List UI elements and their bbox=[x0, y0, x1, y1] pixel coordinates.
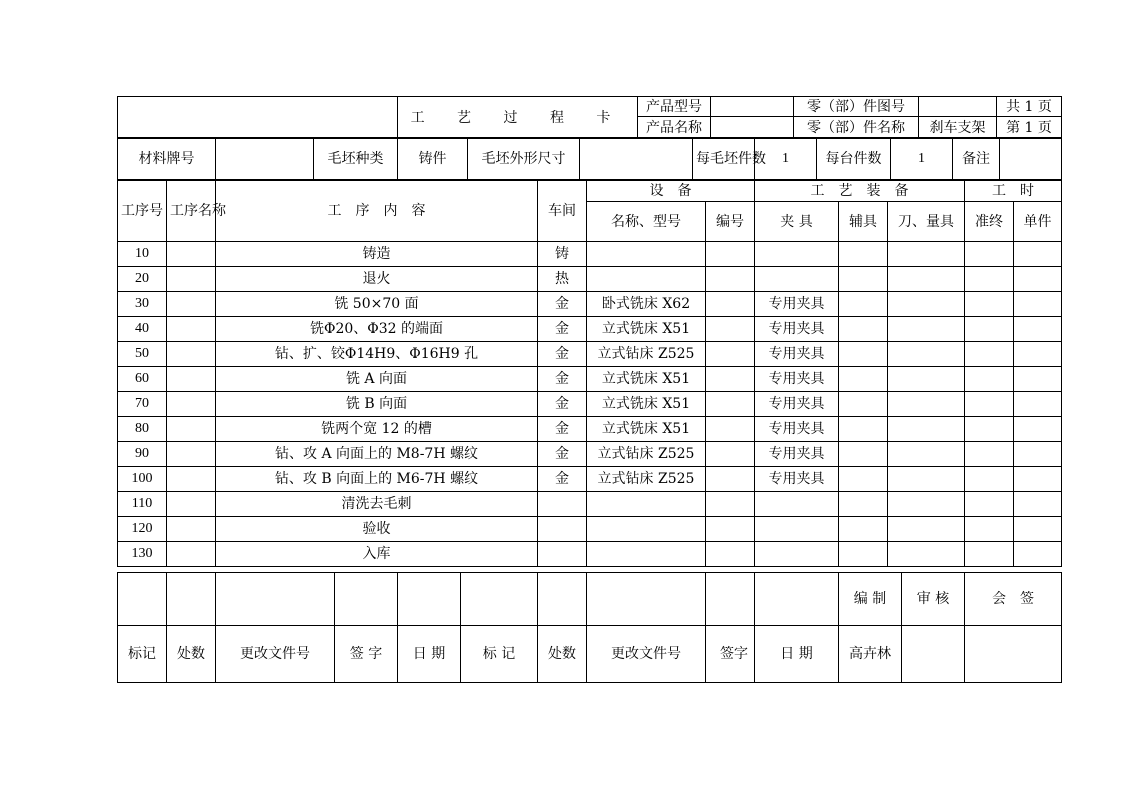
op-equip-no-cell bbox=[706, 392, 755, 417]
op-unit-time-cell bbox=[1014, 542, 1062, 567]
op-equipment-cell: 立式铣床 X51 bbox=[587, 367, 706, 392]
op-fixture-cell: 专用夹具 bbox=[755, 367, 839, 392]
col-tooling: 工 艺 装 备 bbox=[755, 180, 965, 202]
op-unit-time-cell bbox=[1014, 392, 1062, 417]
op-fixture-cell: 专用夹具 bbox=[755, 442, 839, 467]
op-content-cell: 铣 50×70 面 bbox=[216, 292, 538, 317]
product-name-label: 产品名称 bbox=[638, 117, 711, 139]
op-no-cell: 20 bbox=[118, 267, 167, 292]
op-setup-time-cell bbox=[965, 392, 1014, 417]
op-setup-time-cell bbox=[965, 317, 1014, 342]
sign2-label: 签字 bbox=[706, 626, 755, 683]
op-equipment-cell: 立式铣床 X51 bbox=[587, 392, 706, 417]
op-workshop-cell: 金 bbox=[538, 317, 587, 342]
op-setup-time-cell bbox=[965, 242, 1014, 267]
op-name-cell bbox=[167, 467, 216, 492]
op-aux-tool-cell bbox=[839, 342, 888, 367]
countersign-name bbox=[965, 626, 1062, 683]
date2-label: 日 期 bbox=[755, 626, 839, 683]
col-unit-time: 单件 bbox=[1014, 202, 1062, 242]
op-content-cell: 验收 bbox=[216, 517, 538, 542]
parts-per-blank-label: 每毛坯件数 bbox=[693, 138, 755, 181]
col-equip-no: 编号 bbox=[706, 202, 755, 242]
op-cutter-cell bbox=[888, 467, 965, 492]
countersign-label: 会 签 bbox=[965, 573, 1062, 626]
op-aux-tool-cell bbox=[839, 467, 888, 492]
op-unit-time-cell bbox=[1014, 517, 1062, 542]
op-equipment-cell bbox=[587, 242, 706, 267]
op-equipment-cell: 立式铣床 X51 bbox=[587, 417, 706, 442]
blank-size-value bbox=[580, 138, 693, 181]
op-equipment-cell: 立式铣床 X51 bbox=[587, 317, 706, 342]
operation-row bbox=[118, 492, 1062, 517]
op-content-cell: 退火 bbox=[216, 267, 538, 292]
op-equip-no-cell bbox=[706, 492, 755, 517]
op-workshop-cell bbox=[538, 542, 587, 567]
col-aux-tool: 辅具 bbox=[839, 202, 888, 242]
operation-row bbox=[118, 392, 1062, 417]
operation-row bbox=[118, 542, 1062, 567]
operation-row bbox=[118, 317, 1062, 342]
parts-per-unit-label: 每台件数 bbox=[817, 138, 891, 181]
op-equip-no-cell bbox=[706, 467, 755, 492]
operation-row bbox=[118, 367, 1062, 392]
op-no-cell: 90 bbox=[118, 442, 167, 467]
compiler-name: 高卉林 bbox=[839, 626, 902, 683]
op-cutter-cell bbox=[888, 542, 965, 567]
op-no-cell: 60 bbox=[118, 367, 167, 392]
op-content-cell: 入库 bbox=[216, 542, 538, 567]
op-fixture-cell bbox=[755, 517, 839, 542]
op-equipment-cell: 立式钻床 Z525 bbox=[587, 467, 706, 492]
op-equip-no-cell bbox=[706, 267, 755, 292]
count2-label: 处数 bbox=[538, 626, 587, 683]
op-aux-tool-cell bbox=[839, 317, 888, 342]
operation-row bbox=[118, 267, 1062, 292]
op-setup-time-cell bbox=[965, 542, 1014, 567]
op-aux-tool-cell bbox=[839, 442, 888, 467]
remark-value bbox=[1000, 138, 1062, 181]
op-fixture-cell: 专用夹具 bbox=[755, 317, 839, 342]
col-setup-time: 准终 bbox=[965, 202, 1014, 242]
op-equip-no-cell bbox=[706, 292, 755, 317]
op-aux-tool-cell bbox=[839, 242, 888, 267]
operation-row bbox=[118, 292, 1062, 317]
operation-row bbox=[118, 342, 1062, 367]
review-label: 审 核 bbox=[902, 573, 965, 626]
product-model-value bbox=[711, 97, 794, 117]
op-content-cell: 清洗去毛刺 bbox=[216, 492, 538, 517]
op-name-cell bbox=[167, 492, 216, 517]
op-setup-time-cell bbox=[965, 417, 1014, 442]
op-unit-time-cell bbox=[1014, 442, 1062, 467]
op-workshop-cell: 金 bbox=[538, 417, 587, 442]
op-content-cell: 钻、攻 A 向面上的 M8-7H 螺纹 bbox=[216, 442, 538, 467]
blank-type-value: 铸件 bbox=[398, 138, 468, 181]
op-cutter-cell bbox=[888, 492, 965, 517]
op-no-cell: 100 bbox=[118, 467, 167, 492]
reviewer-name bbox=[902, 626, 965, 683]
op-setup-time-cell bbox=[965, 517, 1014, 542]
card-title: 工 艺 过 程 卡 bbox=[398, 97, 638, 139]
op-setup-time-cell bbox=[965, 442, 1014, 467]
parts-per-unit-value: 1 bbox=[891, 138, 953, 181]
op-workshop-cell: 金 bbox=[538, 367, 587, 392]
change-doc-label: 更改文件号 bbox=[216, 626, 335, 683]
compile-label: 编 制 bbox=[839, 573, 902, 626]
op-equipment-cell bbox=[587, 267, 706, 292]
op-equipment-cell: 立式钻床 Z525 bbox=[587, 442, 706, 467]
op-unit-time-cell bbox=[1014, 267, 1062, 292]
op-name-cell bbox=[167, 342, 216, 367]
operation-row bbox=[118, 417, 1062, 442]
col-op-name: 工序名称 bbox=[167, 180, 216, 242]
op-no-cell: 130 bbox=[118, 542, 167, 567]
op-workshop-cell: 金 bbox=[538, 442, 587, 467]
product-name-value bbox=[711, 117, 794, 139]
op-equip-no-cell bbox=[706, 517, 755, 542]
op-name-cell bbox=[167, 292, 216, 317]
op-no-cell: 10 bbox=[118, 242, 167, 267]
op-aux-tool-cell bbox=[839, 367, 888, 392]
operation-row bbox=[118, 442, 1062, 467]
op-name-cell bbox=[167, 317, 216, 342]
op-workshop-cell bbox=[538, 492, 587, 517]
op-equip-no-cell bbox=[706, 442, 755, 467]
op-unit-time-cell bbox=[1014, 492, 1062, 517]
blank-type-label: 毛坯种类 bbox=[314, 138, 398, 181]
op-name-cell bbox=[167, 367, 216, 392]
op-workshop-cell: 金 bbox=[538, 392, 587, 417]
op-name-cell bbox=[167, 417, 216, 442]
mark-label: 标记 bbox=[118, 626, 167, 683]
op-no-cell: 110 bbox=[118, 492, 167, 517]
op-name-cell bbox=[167, 392, 216, 417]
op-workshop-cell: 金 bbox=[538, 342, 587, 367]
op-no-cell: 70 bbox=[118, 392, 167, 417]
op-setup-time-cell bbox=[965, 292, 1014, 317]
op-equip-no-cell bbox=[706, 317, 755, 342]
op-unit-time-cell bbox=[1014, 342, 1062, 367]
op-cutter-cell bbox=[888, 367, 965, 392]
col-op-no: 工序号 bbox=[118, 180, 167, 242]
op-no-cell: 120 bbox=[118, 517, 167, 542]
op-content-cell: 铣两个宽 12 的槽 bbox=[216, 417, 538, 442]
remark-label: 备注 bbox=[953, 138, 1000, 181]
header-blank bbox=[118, 97, 398, 139]
op-equip-no-cell bbox=[706, 342, 755, 367]
op-equip-no-cell bbox=[706, 417, 755, 442]
op-setup-time-cell bbox=[965, 267, 1014, 292]
op-equipment-cell bbox=[587, 542, 706, 567]
op-fixture-cell: 专用夹具 bbox=[755, 392, 839, 417]
mark2-label: 标 记 bbox=[461, 626, 538, 683]
op-fixture-cell: 专用夹具 bbox=[755, 417, 839, 442]
blank-size-label: 毛坯外形尺寸 bbox=[468, 138, 580, 181]
col-equipment: 设 备 bbox=[587, 180, 755, 202]
op-name-cell bbox=[167, 267, 216, 292]
page-number: 第 1 页 bbox=[997, 117, 1062, 139]
operation-rows bbox=[118, 242, 1062, 567]
op-unit-time-cell bbox=[1014, 317, 1062, 342]
op-equipment-cell bbox=[587, 492, 706, 517]
op-unit-time-cell bbox=[1014, 367, 1062, 392]
op-equipment-cell bbox=[587, 517, 706, 542]
col-cutter-gauge: 刀、量具 bbox=[888, 202, 965, 242]
op-workshop-cell: 铸 bbox=[538, 242, 587, 267]
op-fixture-cell bbox=[755, 542, 839, 567]
op-cutter-cell bbox=[888, 342, 965, 367]
op-workshop-cell: 金 bbox=[538, 467, 587, 492]
total-pages: 共 1 页 bbox=[997, 97, 1062, 117]
op-fixture-cell bbox=[755, 492, 839, 517]
op-equip-no-cell bbox=[706, 242, 755, 267]
header-table bbox=[117, 96, 1062, 139]
date-label: 日 期 bbox=[398, 626, 461, 683]
op-content-cell: 铸造 bbox=[216, 242, 538, 267]
part-drawing-value bbox=[919, 97, 997, 117]
material-value bbox=[216, 138, 314, 181]
op-setup-time-cell bbox=[965, 342, 1014, 367]
part-drawing-label: 零（部）件图号 bbox=[794, 97, 919, 117]
op-content-cell: 铣Φ20、Φ32 的端面 bbox=[216, 317, 538, 342]
process-card bbox=[117, 96, 1061, 682]
op-aux-tool-cell bbox=[839, 392, 888, 417]
col-workshop: 车间 bbox=[538, 180, 587, 242]
op-fixture-cell bbox=[755, 242, 839, 267]
sign-label: 签 字 bbox=[335, 626, 398, 683]
op-equip-no-cell bbox=[706, 367, 755, 392]
col-fixture: 夹 具 bbox=[755, 202, 839, 242]
op-equipment-cell: 卧式铣床 X62 bbox=[587, 292, 706, 317]
op-no-cell: 50 bbox=[118, 342, 167, 367]
op-cutter-cell bbox=[888, 392, 965, 417]
op-content-cell: 钻、攻 B 向面上的 M6-7H 螺纹 bbox=[216, 467, 538, 492]
count-label: 处数 bbox=[167, 626, 216, 683]
op-workshop-cell: 金 bbox=[538, 292, 587, 317]
op-no-cell: 80 bbox=[118, 417, 167, 442]
op-equipment-cell: 立式钻床 Z525 bbox=[587, 342, 706, 367]
op-workshop-cell: 热 bbox=[538, 267, 587, 292]
op-content-cell: 铣 A 向面 bbox=[216, 367, 538, 392]
op-cutter-cell bbox=[888, 517, 965, 542]
op-unit-time-cell bbox=[1014, 467, 1062, 492]
op-unit-time-cell bbox=[1014, 417, 1062, 442]
op-fixture-cell: 专用夹具 bbox=[755, 342, 839, 367]
op-cutter-cell bbox=[888, 417, 965, 442]
op-aux-tool-cell bbox=[839, 542, 888, 567]
material-label: 材料牌号 bbox=[118, 138, 216, 181]
op-setup-time-cell bbox=[965, 492, 1014, 517]
parts-per-blank-value: 1 bbox=[755, 138, 817, 181]
op-cutter-cell bbox=[888, 242, 965, 267]
op-workshop-cell bbox=[538, 517, 587, 542]
operation-row bbox=[118, 517, 1062, 542]
op-unit-time-cell bbox=[1014, 242, 1062, 267]
col-hours: 工 时 bbox=[965, 180, 1062, 202]
op-aux-tool-cell bbox=[839, 267, 888, 292]
op-cutter-cell bbox=[888, 292, 965, 317]
op-fixture-cell: 专用夹具 bbox=[755, 467, 839, 492]
process-table bbox=[117, 179, 1062, 567]
op-cutter-cell bbox=[888, 317, 965, 342]
op-name-cell bbox=[167, 542, 216, 567]
op-no-cell: 30 bbox=[118, 292, 167, 317]
part-name-label: 零（部）件名称 bbox=[794, 117, 919, 139]
op-content-cell: 铣 B 向面 bbox=[216, 392, 538, 417]
change-doc2-label: 更改文件号 bbox=[587, 626, 706, 683]
op-name-cell bbox=[167, 517, 216, 542]
col-equip-name: 名称、型号 bbox=[587, 202, 706, 242]
op-cutter-cell bbox=[888, 442, 965, 467]
op-name-cell bbox=[167, 242, 216, 267]
operation-row bbox=[118, 242, 1062, 267]
op-fixture-cell bbox=[755, 267, 839, 292]
product-model-label: 产品型号 bbox=[638, 97, 711, 117]
op-setup-time-cell bbox=[965, 467, 1014, 492]
op-cutter-cell bbox=[888, 267, 965, 292]
op-aux-tool-cell bbox=[839, 492, 888, 517]
material-table bbox=[117, 137, 1062, 181]
part-name-value: 刹车支架 bbox=[919, 117, 997, 139]
signoff-table bbox=[117, 572, 1062, 683]
op-content-cell: 钻、扩、铰Φ14H9、Φ16H9 孔 bbox=[216, 342, 538, 367]
op-name-cell bbox=[167, 442, 216, 467]
op-no-cell: 40 bbox=[118, 317, 167, 342]
op-unit-time-cell bbox=[1014, 292, 1062, 317]
op-setup-time-cell bbox=[965, 367, 1014, 392]
operation-row bbox=[118, 467, 1062, 492]
op-aux-tool-cell bbox=[839, 417, 888, 442]
col-op-content: 工 序 内 容 bbox=[216, 180, 538, 242]
op-aux-tool-cell bbox=[839, 292, 888, 317]
op-aux-tool-cell bbox=[839, 517, 888, 542]
op-fixture-cell: 专用夹具 bbox=[755, 292, 839, 317]
op-equip-no-cell bbox=[706, 542, 755, 567]
